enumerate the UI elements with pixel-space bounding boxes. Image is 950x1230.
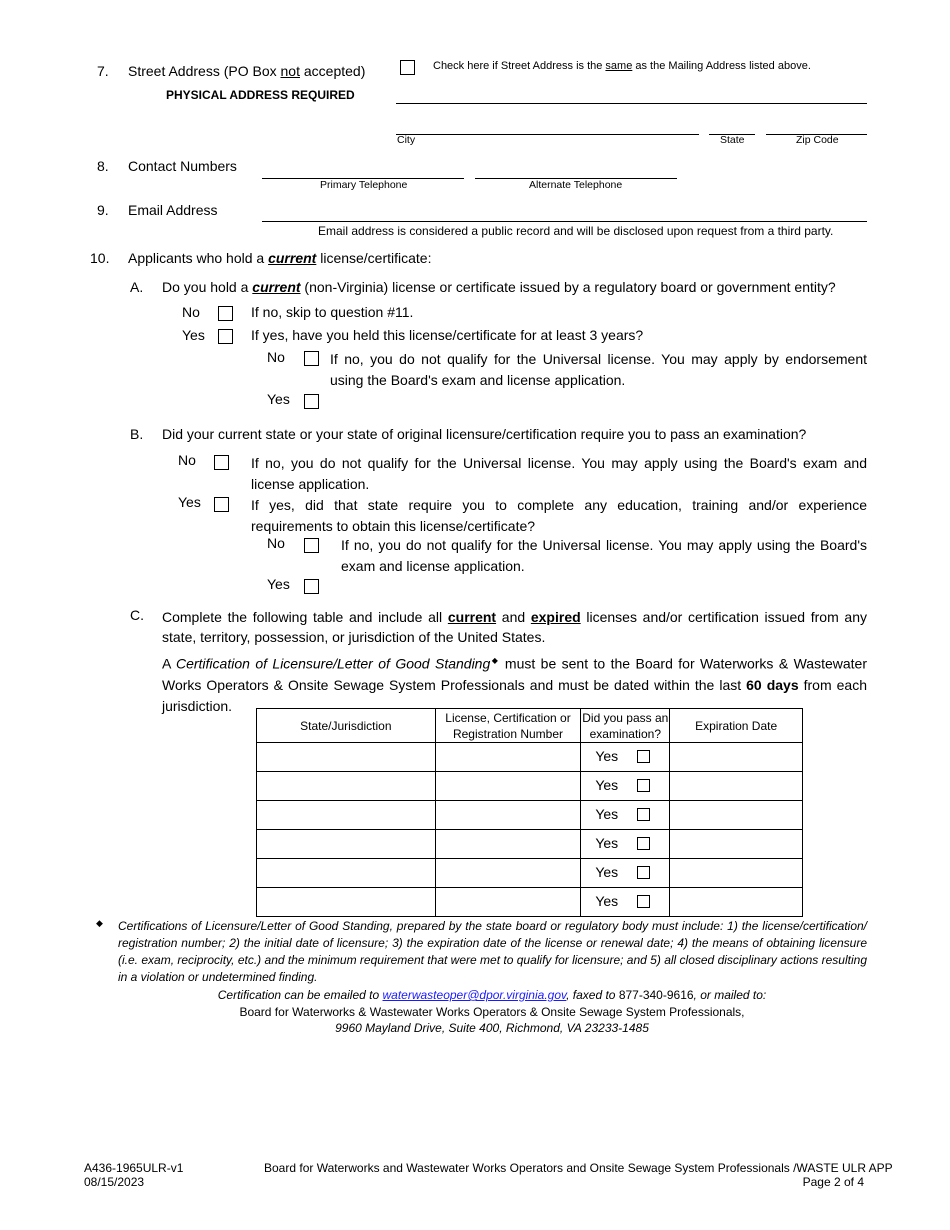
q10c-letter: C.	[130, 607, 144, 623]
state-cell[interactable]	[257, 801, 436, 830]
board-name: Board for Waterworks & Wastewater Works Operators & Onsite Sewage System Professionals,	[239, 1005, 745, 1019]
exam-yes-checkbox[interactable]	[637, 779, 650, 792]
email-line[interactable]	[262, 221, 867, 222]
exam-yes-checkbox[interactable]	[637, 808, 650, 821]
table-row	[257, 830, 803, 859]
state-cell[interactable]	[257, 859, 436, 888]
state-caption: State	[720, 134, 745, 146]
q9-label: Email Address	[128, 202, 218, 218]
alternate-phone-caption: Alternate Telephone	[529, 179, 623, 191]
exam-yes-checkbox[interactable]	[637, 866, 650, 879]
q7-label: Street Address (PO Box not accepted)	[128, 63, 366, 79]
form-date: 08/15/2023	[84, 1175, 145, 1189]
board-address: 9960 Mayland Drive, Suite 400, Richmond, VA 23233-1485	[335, 1021, 649, 1035]
table-row	[257, 743, 803, 772]
same-address-checkbox[interactable]	[400, 60, 415, 75]
q10b-sub-no-label: No	[267, 535, 285, 551]
q10c-paragraph-1: Complete the following table and include all current and expired licenses and/or certification issued from any state, territory, possession, or jurisdiction of the United States.	[162, 609, 868, 645]
exam-yes-checkbox[interactable]	[637, 895, 650, 908]
city-caption: City	[397, 134, 416, 146]
exam-yes-label: Yes	[595, 864, 619, 880]
footnote-bullet: ◆	[96, 918, 103, 928]
footnote-marker: ◆	[490, 656, 500, 665]
q10a-sub-no-label: No	[267, 349, 285, 365]
q10a-sub-no-text: If no, you do not qualify for the Universal license. You may apply by endorsement using the Board's exam and license application.	[330, 351, 867, 388]
q10b-sub-no-text: If no, you do not qualify for the Universal license. You may apply using the Board's exam and license application.	[341, 537, 867, 574]
q7-number: 7.	[97, 63, 109, 79]
exam-yes-checkbox[interactable]	[637, 837, 650, 850]
exam-yes-label: Yes	[595, 835, 619, 851]
q10b-no-text: If no, you do not qualify for the Universal license. You may apply using the Board's exam and license application.	[251, 455, 867, 492]
page-number: Page 2 of 4	[802, 1175, 864, 1189]
q10b-question: Did your current state or your state of original licensure/certification require you to pass an examination?	[162, 426, 807, 442]
q8-number: 8.	[97, 158, 109, 174]
email-note: Email address is considered a public record and will be disclosed upon request from a third party.	[318, 224, 834, 238]
q10a-no-text: If no, skip to question #11.	[251, 304, 414, 320]
license-number-cell[interactable]	[435, 743, 581, 772]
exam-cell	[581, 743, 670, 772]
q10a-sub-yes-checkbox[interactable]	[304, 394, 319, 409]
q10a-sub-no-checkbox[interactable]	[304, 351, 319, 366]
exam-yes-label: Yes	[595, 893, 619, 909]
q10a-yes-checkbox[interactable]	[218, 329, 233, 344]
form-id: A436-1965ULR-v1	[84, 1161, 184, 1175]
q9-number: 9.	[97, 202, 109, 218]
zip-caption: Zip Code	[796, 134, 839, 146]
q10-label: Applicants who hold a current license/certificate:	[128, 250, 432, 266]
q10-number: 10.	[90, 250, 110, 266]
exam-cell	[581, 888, 670, 917]
q7-physical-required: PHYSICAL ADDRESS REQUIRED	[166, 88, 355, 102]
state-cell[interactable]	[257, 830, 436, 859]
q10b-yes-label: Yes	[178, 494, 201, 510]
primary-phone-caption: Primary Telephone	[320, 179, 408, 191]
q10a-question: Do you hold a current (non-Virginia) license or certificate issued by a regulatory board or government entity?	[162, 279, 836, 295]
table-row	[257, 772, 803, 801]
exam-cell	[581, 772, 670, 801]
q10b-sub-yes-checkbox[interactable]	[304, 579, 319, 594]
q10b-no-checkbox[interactable]	[214, 455, 229, 470]
footnote-text: Certifications of Licensure/Letter of Good Standing, prepared by the state board or regulatory body must include: 1) the license/certification/ registration number; 2) the initial date of licensure; 3) the expiration date of the license or renewal date; 4) the means of obtaining licensure (i.e. exam, reciprocity, etc.) and the minimum requirement that were met to qualify for licensure; and 5) all closed disciplinary actions resulting in a violation or undetermined finding.	[118, 919, 867, 984]
q10b-sub-no-checkbox[interactable]	[304, 538, 319, 553]
expiration-cell[interactable]	[670, 830, 803, 859]
table-row	[257, 859, 803, 888]
q10b-yes-checkbox[interactable]	[214, 497, 229, 512]
q10b-letter: B.	[130, 426, 144, 442]
city-line[interactable]	[396, 134, 699, 135]
send-instructions: Certification can be emailed to waterwasteoper@dpor.virginia.gov, faxed to 877-340-9616, or mailed to:	[217, 988, 767, 1002]
exam-yes-label: Yes	[595, 806, 619, 822]
header-state-jurisdiction: State/Jurisdiction	[257, 709, 436, 743]
exam-cell	[581, 859, 670, 888]
expiration-cell[interactable]	[670, 801, 803, 830]
q10a-no-checkbox[interactable]	[218, 306, 233, 321]
street-address-line[interactable]	[396, 103, 867, 104]
license-number-cell[interactable]	[435, 888, 581, 917]
table-header-row	[257, 709, 803, 743]
q10b-sub-yes-label: Yes	[267, 576, 290, 592]
license-number-cell[interactable]	[435, 830, 581, 859]
header-passed-exam: Did you pass an examination?	[582, 710, 669, 741]
footer-title: Board for Waterworks and Wastewater Works Operators and Onsite Sewage System Professionals /WASTE ULR APP	[264, 1161, 893, 1175]
license-number-cell[interactable]	[435, 859, 581, 888]
q10a-no-label: No	[182, 304, 200, 320]
q10a-sub-yes-label: Yes	[267, 391, 290, 407]
license-number-cell[interactable]	[435, 772, 581, 801]
header-license-number: License, Certification or Registration Number	[435, 709, 581, 743]
state-cell[interactable]	[257, 888, 436, 917]
expiration-cell[interactable]	[670, 772, 803, 801]
expiration-cell[interactable]	[670, 859, 803, 888]
q8-label: Contact Numbers	[128, 158, 237, 174]
header-expiration-date: Expiration Date	[670, 709, 803, 743]
exam-yes-label: Yes	[595, 777, 619, 793]
q10c-paragraph-2: A Certification of Licensure/Letter of Good Standing◆ must be sent to the Board for Waterworks & Wastewater Works Operators & Onsite Sewage System Professionals and must be dated within the last 60 days from each jurisdiction.	[162, 655, 867, 714]
expiration-cell[interactable]	[670, 743, 803, 772]
licenses-table	[256, 708, 803, 917]
exam-cell	[581, 801, 670, 830]
same-address-label: Check here if Street Address is the same as the Mailing Address listed above.	[433, 60, 811, 72]
q10a-yes-label: Yes	[182, 327, 205, 343]
table-row	[257, 888, 803, 917]
state-cell[interactable]	[257, 772, 436, 801]
expiration-cell[interactable]	[670, 888, 803, 917]
license-number-cell[interactable]	[435, 801, 581, 830]
table-row	[257, 801, 803, 830]
state-cell[interactable]	[257, 743, 436, 772]
q10a-letter: A.	[130, 279, 144, 295]
q10a-yes-text: If yes, have you held this license/certificate for at least 3 years?	[251, 327, 644, 343]
board-email-link[interactable]: waterwasteoper@dpor.virginia.gov	[382, 988, 567, 1002]
exam-cell	[581, 830, 670, 859]
exam-yes-checkbox[interactable]	[637, 750, 650, 763]
q10b-no-label: No	[178, 452, 196, 468]
exam-yes-label: Yes	[595, 748, 619, 764]
q10b-yes-text: If yes, did that state require you to complete any education, training and/or experience requirements to obtain this license/certificate?	[251, 497, 867, 534]
